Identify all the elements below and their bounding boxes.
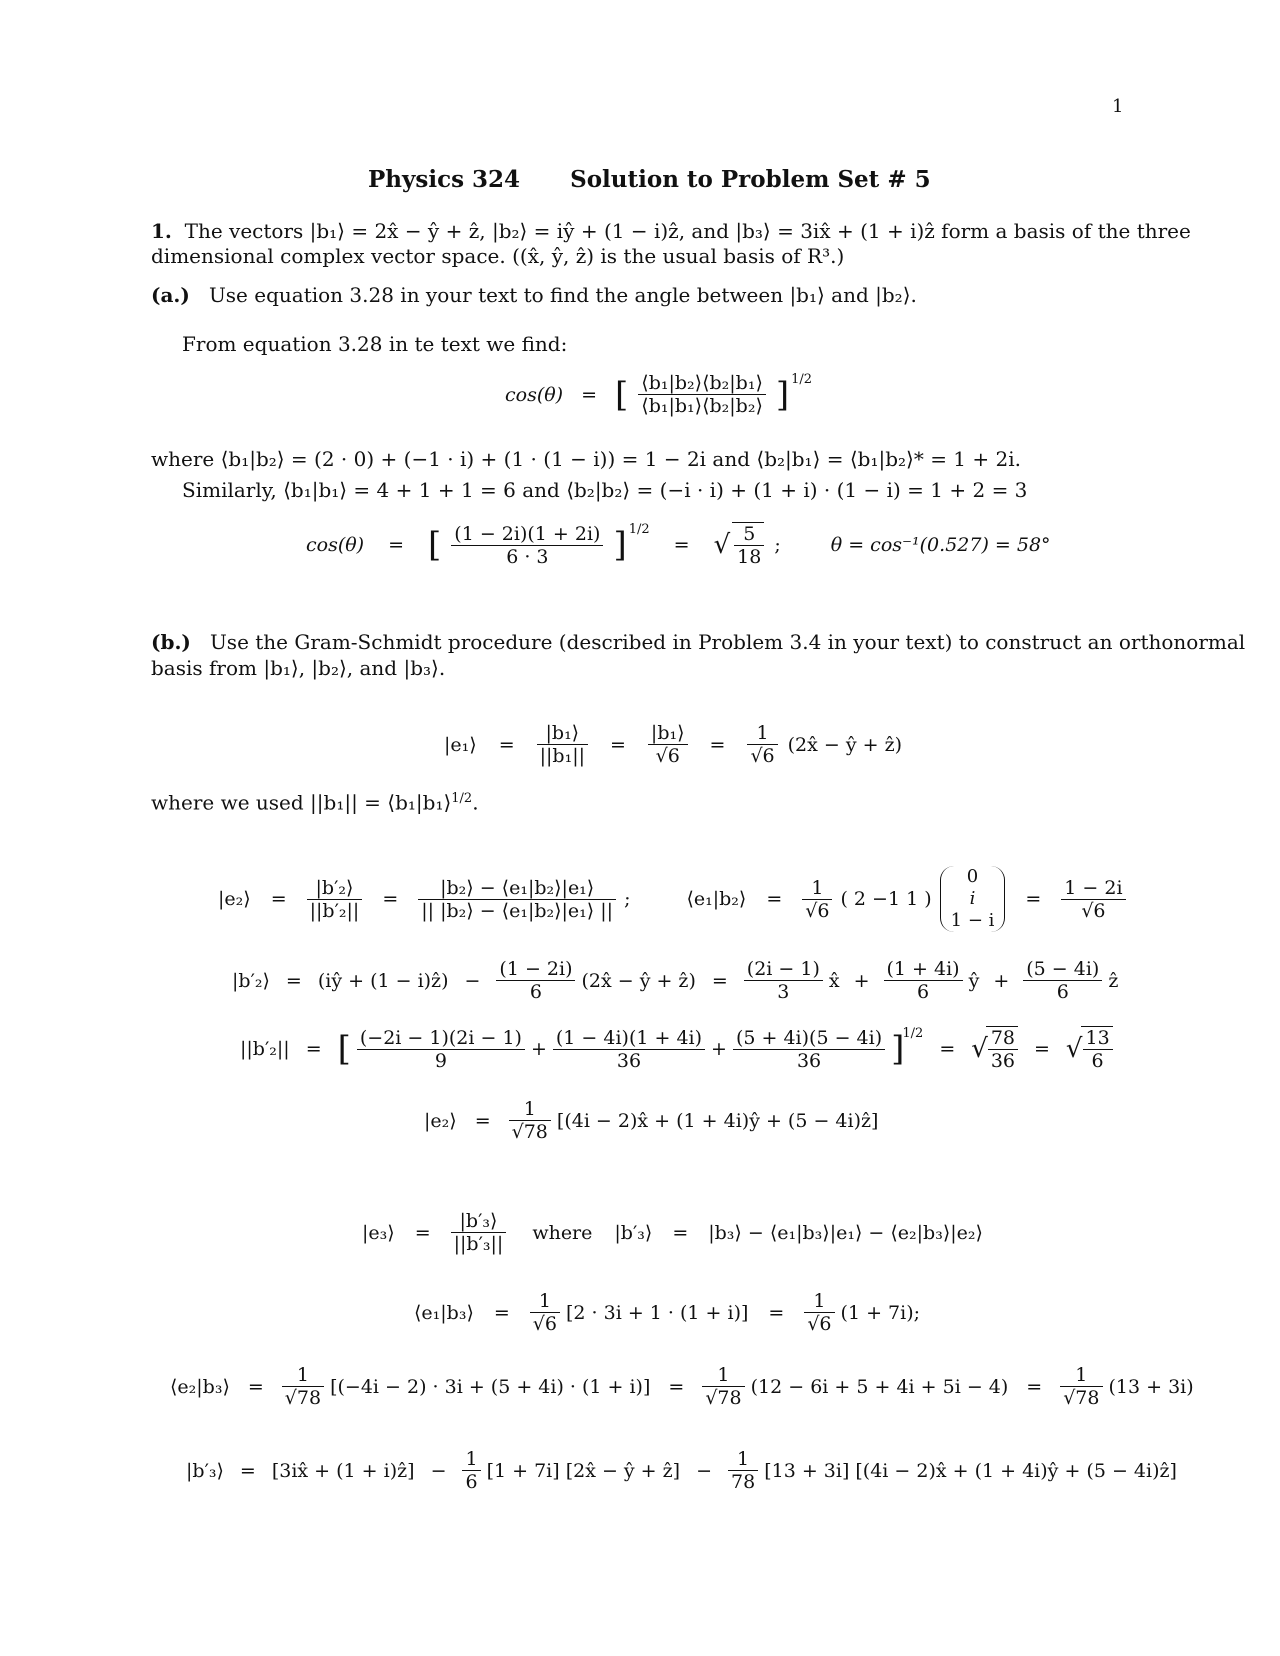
equation-e2-b3: ⟨e₂|b₃⟩ = $\frac{1}{√78}$ [(−4i − 2) · 3i + (5 + 4i) · (1 + i)] = $\frac{1}{√78}$ (12 − 6i + 5 + 4i + 5i − 4) = $\frac{1}{√78}$ (13 + 3i) xyxy=(170,1364,1194,1409)
where-line-2: Similarly, ⟨b₁|b₁⟩ = 4 + 1 + 1 = 6 and ⟨b₂|b₂⟩ = (−i · i) + (1 + i) · (1 − i) = 1 + 2 = 3 xyxy=(182,478,1028,502)
part-a-question xyxy=(151,283,917,307)
equation-e2-final: |e₂⟩ = $\frac{1}{√78}$ [(4i − 2)x̂ + (1 + 4i)ŷ + (5 − 4i)ẑ] xyxy=(424,1098,879,1143)
problem-statement xyxy=(151,219,1191,243)
part-a-label: (a.) xyxy=(151,283,190,307)
equation-e2-def: |e₂⟩ = $\frac{\text{|b′₂⟩}}{\text{||b′₂||}}$ = $\frac{\text{|b₂⟩ − ⟨e₁|b₂⟩|e₁⟩}}{\text{|| |b₂⟩ − ⟨e₁|b₂⟩|e₁⟩ ||}}$ ; ⟨e₁|b₂⟩ = $\frac{1}{√6}$ ( 2 −1 1 ) 0 i 1 − i = $\frac{1 - 2i}{√6}$ xyxy=(218,866,1126,932)
page-title xyxy=(368,166,931,193)
problem-label: 1. xyxy=(151,219,172,243)
norm-note: where we used ||b₁|| = ⟨b₁|b₁⟩$^{1/2}$. xyxy=(151,790,479,815)
column-vector: 0 i 1 − i xyxy=(940,866,1006,932)
statement-line-1: The vectors |b₁⟩ = 2x̂ − ŷ + ẑ, |b₂⟩ = iŷ + (1 − i)ẑ, and |b₃⟩ = 3ix̂ + (1 + i)ẑ form a basis of the three xyxy=(184,219,1191,243)
equation-e1: |e₁⟩ = $\frac{\text{|b₁⟩}}{\text{||b₁||}}$ = $\frac{\text{|b₁⟩}}{√6}$ = $\frac{1}{√6}$ (2x̂ − ŷ + ẑ) xyxy=(444,722,903,767)
statement-line-2: dimensional complex vector space. ((x̂, ŷ, ẑ) is the usual basis of R³.) xyxy=(151,244,845,268)
equation-b3-prime: |b′₃⟩ = [3ix̂ + (1 + i)ẑ] − $\frac{1}{6}$ [1 + 7i] [2x̂ − ŷ + ẑ] − $\frac{1}{78}$ [13 + 3i] [(4i − 2)x̂ + (1 + 4i)ŷ + (5 − 4i)ẑ] xyxy=(186,1448,1177,1493)
page-number: 1 xyxy=(1112,96,1124,117)
eq1-fraction: $\frac{\text{⟨b₁|b₂⟩⟨b₂|b₁⟩}}{\text{⟨b₁|b₁⟩⟨b₂|b₂⟩}}$ xyxy=(638,372,766,417)
eq1-lhs: cos(θ) xyxy=(505,383,564,406)
equation-cos-theta-def: cos(θ) = [ $\frac{\text{⟨b₁|b₂⟩⟨b₂|b₁⟩}}{\text{⟨b₁|b₁⟩⟨b₂|b₂⟩}}$ ] 1/2 xyxy=(505,372,813,417)
theta-result: θ = cos⁻¹(0.527) = 58° xyxy=(830,534,1051,556)
part-b-line-1: Use the Gram-Schmidt procedure (described in Problem 3.4 in your text) to construct an orthonormal xyxy=(209,630,1246,654)
course-name: Physics 324 xyxy=(368,166,521,193)
title-heading: Solution to Problem Set # 5 xyxy=(570,166,931,193)
part-b-line-2: basis from |b₁⟩, |b₂⟩, and |b₃⟩. xyxy=(151,656,446,680)
eq2-lhs: cos(θ) xyxy=(306,534,365,556)
part-b-label: (b.) xyxy=(151,630,191,654)
equation-e3-def: |e₃⟩ = $\frac{\text{|b′₃⟩}}{\text{||b′₃||}}$ where |b′₃⟩ = |b₃⟩ − ⟨e₁|b₃⟩|e₁⟩ − ⟨e₂|b₃⟩|e₂⟩ xyxy=(362,1210,983,1255)
part-b-question xyxy=(151,630,1245,654)
equation-b2-prime: |b′₂⟩ = (iŷ + (1 − i)ẑ) − $\frac{(1 - 2i)}{6}$ (2x̂ − ŷ + ẑ) = $\frac{(2i - 1)}{3}$ x̂ + $\frac{(1 + 4i)}{6}$ ŷ + $\frac{(5 - 4i)}{6}$ ẑ xyxy=(232,958,1119,1003)
where-line-1: where ⟨b₁|b₂⟩ = (2 · 0) + (−1 · i) + (1 · (1 − i)) = 1 − 2i and ⟨b₂|b₁⟩ = ⟨b₁|b₂⟩* = 1 + 2i. xyxy=(151,447,1021,471)
part-a-text: Use equation 3.28 in your text to find the angle between |b₁⟩ and |b₂⟩. xyxy=(208,283,917,307)
equation-cos-theta-value: cos(θ) = [ $\frac{(1 - 2i)(1 + 2i)}{6 \cdot 3}$ ] 1/2 = √ $\frac{5}{18}$ ; θ = cos⁻¹(0.527) = 58° xyxy=(306,522,1051,568)
part-a-intro: From equation 3.28 in te text we find: xyxy=(182,332,568,356)
equation-e1-b3: ⟨e₁|b₃⟩ = $\frac{1}{√6}$ [2 · 3i + 1 · (1 + i)] = $\frac{1}{√6}$ (1 + 7i); xyxy=(414,1290,921,1335)
equation-norm-b2-prime: ||b′₂|| = [ $\frac{(-2i - 1)(2i - 1)}{9}$ + $\frac{(1 - 4i)(1 + 4i)}{36}$ + $\frac{(5 + 4i)(5 - 4i)}{36}$ ] 1/2 = √ $\frac{78}{36}$ = √ $\frac{13}{6}$ xyxy=(240,1026,1113,1072)
